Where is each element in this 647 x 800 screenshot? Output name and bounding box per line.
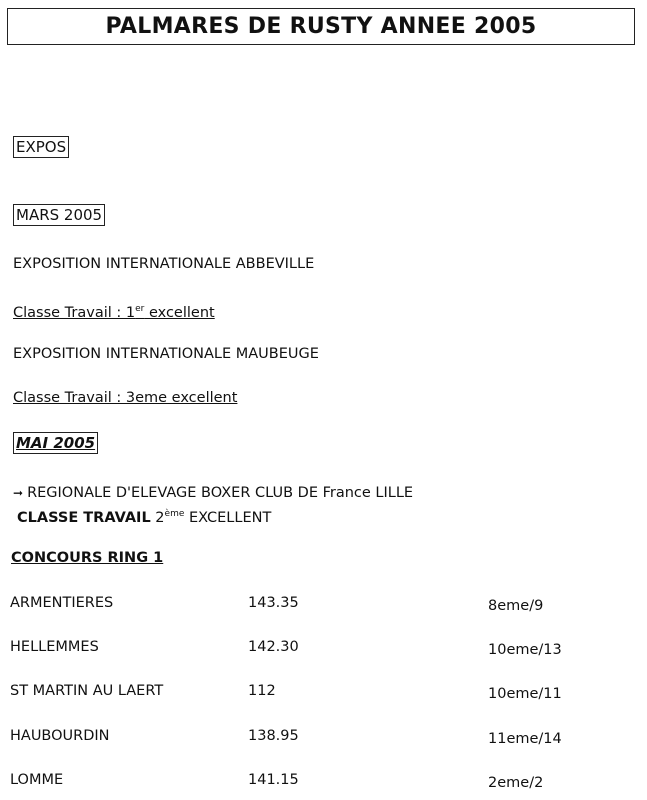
row-place: ST MARTIN AU LAERT — [10, 683, 164, 699]
table-row — [10, 595, 630, 613]
row-score: 138.95 — [248, 728, 299, 744]
regionale-line — [13, 484, 413, 502]
row-place: HELLEMMES — [10, 639, 99, 655]
row-place: LOMME — [10, 772, 64, 788]
classe-travail-line — [17, 505, 271, 527]
table-row — [10, 772, 630, 790]
expo-abbeville: EXPOSITION INTERNATIONALE ABBEVILLE — [13, 256, 315, 272]
classe-rank: 2 — [150, 510, 165, 526]
expo-maubeuge-result: Classe Travail : 3eme excellent — [13, 390, 238, 406]
page-title: PALMARES DE RUSTY ANNEE 2005 — [7, 8, 635, 45]
mars-2005-heading: MARS 2005 — [13, 204, 105, 226]
expo-maubeuge: EXPOSITION INTERNATIONALE MAUBEUGE — [13, 346, 319, 362]
row-score: 112 — [248, 683, 276, 699]
mai-2005-heading: MAI 2005 — [13, 432, 98, 454]
row-rank: 10eme/11 — [488, 686, 562, 702]
row-place: HAUBOURDIN — [10, 728, 110, 744]
result-prefix: Classe Travail : 1 — [13, 305, 136, 321]
table-row — [10, 728, 630, 746]
row-rank: 11eme/14 — [488, 731, 562, 747]
classe-result: EXCELLENT — [184, 510, 272, 526]
expo-abbeville-result — [13, 300, 215, 322]
row-rank: 10eme/13 — [488, 642, 562, 658]
row-place: ARMENTIERES — [10, 595, 114, 611]
row-rank: 2eme/2 — [488, 775, 544, 791]
regionale-text: REGIONALE D'ELEVAGE BOXER CLUB DE France LILLE — [27, 485, 414, 501]
row-score: 142.30 — [248, 639, 299, 655]
table-row — [10, 639, 630, 657]
classe-label: CLASSE TRAVAIL — [17, 510, 151, 526]
row-score: 143.35 — [248, 595, 299, 611]
result-sup: er — [135, 304, 145, 314]
result-suffix: excellent — [144, 305, 215, 321]
row-score: 141.15 — [248, 772, 299, 788]
expos-heading: EXPOS — [13, 136, 69, 158]
classe-sup: ème — [164, 509, 185, 519]
table-row — [10, 683, 630, 701]
arrow-right-icon: ➞ — [13, 486, 24, 500]
row-rank: 8eme/9 — [488, 598, 544, 614]
concours-heading: CONCOURS RING 1 — [11, 550, 164, 566]
